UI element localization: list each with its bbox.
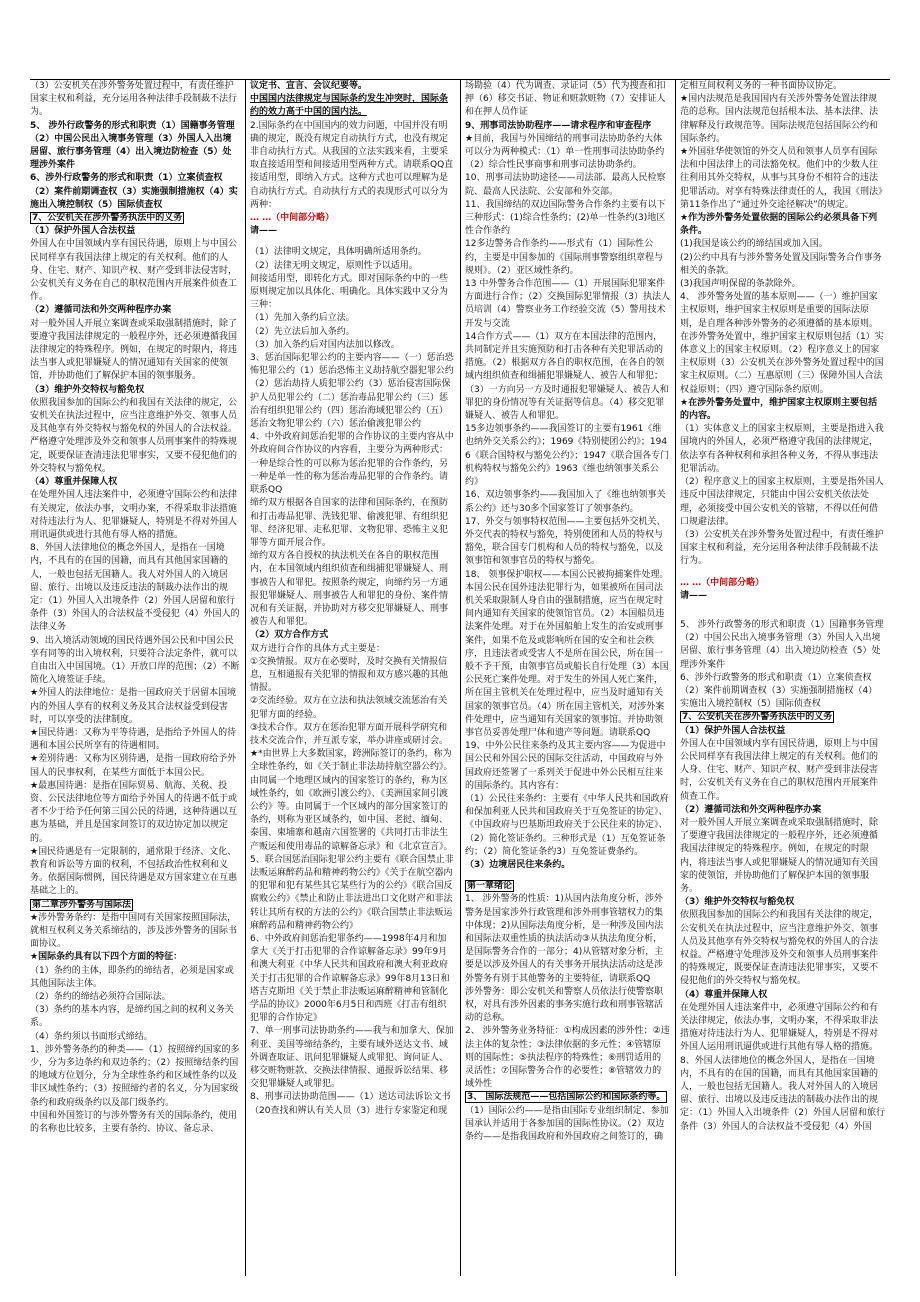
paragraph: 5、 涉外行政警务的形式和职责（1）国籍事务管理（2）中国公民出入境事务管理（3）外国人入出境居留、旅行事务管理（4）出入境边防检查（5）处理涉外案件 xyxy=(680,619,884,670)
paragraph: ★差别待遇：又称为区别待遇，是指一国政府给予外国人的民事权利，在某些方面低于本国公民。 xyxy=(30,754,237,778)
paragraph: （3）条约的基本内容，是缔约国之间的权利义务关系。 xyxy=(30,1005,234,1029)
paragraph-text: 5、 涉外行政警务的形式和职责（1）国籍事务管理（2）中国公民出入境事务管理（3）外国人入出境居留、旅行事务管理（4）出入境边防检查（5）处理涉外案件 xyxy=(30,120,235,171)
paragraph: ①交换情报。双方在必要时，及时交换有关情报信息，互相通报有关犯罪的情报和双方感兴趣的其他情报。 xyxy=(250,656,449,694)
paragraph-text: （2）双方合作方式 xyxy=(250,630,329,641)
paragraph: 双方进行合作的具体方式主要是： xyxy=(250,643,386,654)
paragraph: （2）程序意义上的国家主权原则，主要是指外国人违反中国法律规定，只能由中国公安机关依法处理，必须接受中国公安机关的管辖，不得以任何借口规避法律。 xyxy=(680,477,884,527)
paragraph-text: 7、公安机关在涉外警务执法中的义务 xyxy=(682,712,833,723)
paragraph: 17、外交与领事特权范围——主要包括外交机关、外交代表的特权与豁免，特别使团和人员的特权与豁免，联合国专门机构和人员的特权与豁免，以及领事馆和领事官员的特权与豁免。 xyxy=(465,516,666,567)
paragraph: ★国民待遇：又称为平等待遇，是指给予外国人的待遇和本国公民所享有的待遇相同。 xyxy=(30,727,237,752)
paragraph: 2.国际条约在中国国内的效力问题，中国并没有明确的规定，既没有规定自动执行方式，也没有规定非自动执行方式。从我国的立法实践来看，主要采取直接适用型和间接适用型两种方式。请联系QQ直接适用型，即纳入方式。这种方式也可以理解为是自动执行方式。自动执行方式的表现形式可以分为两种： xyxy=(250,120,454,210)
paragraph: （4）条约须以书面形式缔结。 xyxy=(30,1031,153,1042)
paragraph: ★涉外警务条约：是指中国同有关国家按照国际法，就相互权利义务关系缔结的，涉及涉外警务的国际书面协议。 xyxy=(30,912,238,950)
paragraph xyxy=(680,569,885,577)
paragraph: 11、我国缔结的双边国际警务合作条约主要有以下三种形式：(1)综合性条约；(2)单一性条约(3)地区性合作条约 xyxy=(465,199,666,237)
paragraph: （2）简化签证条约。三种形式是（1）互免签证条约；（2）简化签证条约3）互免签证费条约。 xyxy=(465,833,666,857)
paragraph xyxy=(30,225,240,238)
paragraph: 12多边警务合作条约——形式有（1）国际性公约，主要是中国参加的《国际刑事警察组织章程与规则》。（2）亚区域性条约。 xyxy=(465,239,664,276)
paragraph: 13 中外警务合作范围——（1）开展国际犯罪案件方面进行合作；（2）交换国际犯罪情报（3）执法人员培训（4）警察业务工作经验交流（5）警用技术开发与交流 xyxy=(465,279,670,329)
paragraph-text: 中国国内法律规定与国际条约发生冲突时，国际条约的效力高于中国的国内法。 xyxy=(250,94,449,118)
paragraph xyxy=(680,989,885,1002)
paragraph: （1）国际公约——是指由国际专业组织制定、参加国承认并适用于各参加国的国际性协议。（2）双边条约——是指我国政府和外国政府之间签订的，确 xyxy=(465,1105,669,1143)
paragraph xyxy=(680,725,885,738)
paragraph: ②交流经验。双方在立法和执法领域交流惩治有关犯罪方面的经验。 xyxy=(250,696,448,720)
paragraph: ★外国人的法律地位：是指一国政府关于居留本国境内的外国人享有的权利义务及其合法权益受到侵害时，可以享受的法律制度。 xyxy=(30,688,237,725)
paragraph: （1）法律明文规定，具体明确所适用条约。 xyxy=(250,247,427,258)
paragraph xyxy=(250,212,455,225)
paragraph: 3、惩治国际犯罪公约的主要内容——（一）惩治恐怖犯罪公约（1）惩治恐怖主义劫持航空器犯罪公约（2）惩治劫持人质犯罪公约（3）惩治侵害国际保护人员犯罪公约（二）惩治毒品犯罪公约（三）惩治有组织犯罪公约（四）惩治海域犯罪公约（五）惩治文物犯罪公约（六）惩治偷渡犯罪公约 xyxy=(250,353,454,430)
paragraph xyxy=(465,872,670,880)
paragraph: 缔约双方各自授权的执法机关在各自的职权范围内，在本国领域内组织侦查和缉捕犯罪嫌疑人、刑事被告人和罪犯。按照条约规定，向缔约另一方通报犯罪嫌疑人、刑事被告人和罪犯的身份、案件情况和有关证据，并协助对方移交犯罪嫌疑人、刑事被告人和罪犯。 xyxy=(250,551,449,628)
paragraph xyxy=(680,896,885,909)
paragraph: 7、单一刑事司法协助条约——我与和加拿大、保加利亚、美国等缔结条约，主要有域外送达文书、域外调查取证、讯问犯罪嫌疑人或罪犯、询问证人、移交赃物赃款、交换法律情报、通报诉讼结果、移交犯罪嫌疑人或罪犯。 xyxy=(250,1026,454,1090)
paragraph xyxy=(250,225,455,238)
paragraph xyxy=(30,172,240,212)
paragraph-text: （4）尊重并保障人权 xyxy=(30,477,118,488)
paragraph: 外国人在中国领域内享有国民待遇，原则上与中国公民同样享有我国法律上规定的有关权利。他们的人身、住宅、财产、知识产权、财产受到非法侵害时，公安机关有义务在自己的职权范围内开展案件侦查工作。 xyxy=(680,738,879,802)
paragraph: 8、外国人法律地位的概念外国人，是指在一国境内，不具有的在国的国籍，而具有其他国家国籍的人，一般也包括无国籍人。我人对外国人的入境居留、旅行、出境以及违反违法的制裁办法作出的规定：（1）外国人入出境条件（2）外国人居留和旅行条件（3）外国人的合法权益不受侵犯（4）外国人的法律义务 xyxy=(30,543,240,633)
paragraph: 14合作方式——（1）双方在本国法律的范围内，共同制定并且实施预防和打击各种有关犯罪活动的措施。（2）根据双方各自的职权范围，在各自的领域内组织侦查和缉捕犯罪嫌疑人、被告人和罪犯；（3）一方向另一方及时通报犯罪嫌疑人、被告人和罪犯的身份情况等有关证据等信息。（4）移交犯罪嫌疑人、被告人和罪犯。 xyxy=(465,331,669,422)
paragraph: 6、中外政府间惩治犯罪条约——1998年4月和加拿大《关于打击犯罪的合作谅解备忘录》99年9月和澳大利亚《中华人民共和国政府和澳大利亚政府关于打击犯罪的合作谅解备忘录》99年8月13日和塔吉克斯坦《关于禁止非法贩运麻醉精神和管制化学品的协议》2000年6月5日和西班《打击有组织犯罪的合作协定》 xyxy=(250,934,450,1024)
paragraph: ★最惠国待遇：是指在国际贸易、航海、关税、投资、公民法律地位等方面给予外国人的待遇不低于或者不少于给予任何第三国公民的待遇，这种待遇以互惠为基础，并且是国家间签订的双边协定加以规定的。 xyxy=(30,780,238,844)
paragraph: 15多边领事条约——我国签订的主要有1961《维也纳外交关系公约》；1969《特别使团公约》；1946《联合国特权与豁免公约》；1947《联合国各专门机构特权与豁免公约》1963《维也纳领事关系公约》 xyxy=(465,424,670,488)
paragraph: ★国内法规范是我国国内有关涉外警务处置法律规范的总称。国内法规范包括根本法、基本法律、法律解释及行政规范等。国际法规范包括国际公约和国际条约。 xyxy=(680,94,879,144)
paragraph: 10、刑事司法协助途径——司法部、最高人民检察院、最高人民法院、公安部和外交部。 xyxy=(465,173,666,197)
paragraph: ③技术合作。双方在惩治犯罪方面开展科学研究和技术交流合作，并互派专家，举办讲座或研讨会。 xyxy=(250,722,449,746)
paragraph-text: … …（中间部分略） xyxy=(680,577,765,588)
paragraph-text: （2）遵循司法和外交两种程序办案 xyxy=(680,804,822,815)
paragraph: ★目前，我国与外国缔结的刑事司法协助条约大体可以分为两种模式：（1）单一性刑事司法协助条约（2）综合性民事商事和刑事司法协助条约。 xyxy=(465,133,665,171)
paragraph: (3)我国声明保留的条款除外。 xyxy=(680,279,801,290)
paragraph xyxy=(465,1091,670,1104)
paragraph xyxy=(680,711,885,724)
paragraph-text: （3）维护外交特权与豁免权 xyxy=(680,897,795,908)
paragraph-text: （1）保护外国人合法权益 xyxy=(30,226,136,237)
paragraph xyxy=(680,212,885,238)
paragraph-text: 第二章涉外警务与国际法 xyxy=(32,899,132,910)
paragraph: 5、联合国惩治国际犯罪公约主要有《联合国禁止非法贩运麻醉药品和精神药物公约》《关于在航空器内的犯罪和犯有某些其它某些行为的公约》《联合国反腐败公约》《禁止和防止非法进出口文化财产和非法转让其所有权的方法的公约》《联合国禁止非法贩运麻醉药品和精神药物公约》 xyxy=(250,854,454,931)
paragraph xyxy=(30,304,240,317)
paragraph xyxy=(680,590,885,603)
paragraph-text: 第一章绪论 xyxy=(467,881,513,892)
paragraph: 16、双边领事条约——我国加入了《维也纳领事关系公约》还与30多个国家签订了领事条约。 xyxy=(465,490,666,514)
paragraph: （1）先加入条约后立法。 xyxy=(250,313,355,324)
paragraph: （2）条约的缔结必须符合国际法。 xyxy=(30,992,171,1003)
paragraph: 外国人在中国领域内享有国民待遇，原则上与中国公民同样享有我国法律上规定的有关权利。他们的人身、住宅、财产、知识产权、财产受到非法侵害时，公安机关有义务在自己的职权范围内开展案件侦查工作。 xyxy=(30,239,238,303)
paragraph: 6、涉外行政警务的形式和职责（1）立案侦查权（2）案件前期调查权（3）实施强制措施权（4）实施出入境控制权（5）国际侦查权 xyxy=(680,672,878,710)
paragraph xyxy=(465,859,670,872)
paragraph xyxy=(680,611,885,619)
paragraph xyxy=(680,577,885,590)
paragraph-text: ★国际条约具有以下四个方面的特征： xyxy=(30,952,183,963)
paragraph xyxy=(30,476,240,489)
paragraph: ★外国驻华使领馆的外交人员和领事人员享有国际法和中国法律上的司法豁免权。他们中的少数人往往利用其外交特权，从事与其身份不相符合的违法犯罪活动。对享有特殊法律责任的人，我国《刑法》第11条作出了“通过外交途径解决”的规定。 xyxy=(680,147,883,210)
paragraph: 对一般外国人开展立案调查或采取强制措施时，除了要遵守我国法律规定的一般程序外，还必须遵循我国法律规定的特殊程序。例如，在规定的时限内，将违法当事人或犯罪嫌疑人的情况通知有关国家的使领馆，并协助他们了解保护本国的领事服务。 xyxy=(30,318,238,382)
paragraph: （3）公安机关在涉外警务处置过程中，有责任维护国家主权和利益，充分运用各种法律手段制裁不法行为。 xyxy=(30,81,238,118)
paragraph: （1）实体意义上的国家主权原则，主要是指进入我国境内的外国人，必须严格遵守我国的法律规定，依法享有各种权利和承担各种义务，不得从事违法犯罪活动。 xyxy=(680,424,884,474)
paragraph: 在处理外国人违法案件中，必须遵守国际公约和法律有关规定，依法办事，文明办案，不得采取非法措施对待违法行为人、犯罪嫌疑人，特别是不得对外国人刑讯逼供或进行其他有辱人格的措施。 xyxy=(30,490,238,540)
paragraph xyxy=(680,804,885,817)
paragraph: 间接适用型，即转化方式。即对国际条约中的一些原则规定加以具体化、明确化。具体实践中又分为三种： xyxy=(250,273,449,311)
paragraph: （3）加入条约后对国内法加以修改。 xyxy=(250,339,400,350)
paragraph-text: 9、刑事司法协助程序——请求程序和审查程序 xyxy=(465,120,652,131)
paragraph-text: （3）维护外交特权与豁免权 xyxy=(30,384,145,395)
paragraph-text: （4）尊重并保障人权 xyxy=(680,989,768,1000)
paragraph-text: （3）边境居民往来条约。 xyxy=(465,859,571,870)
paragraph: （2）法律无明文规定，原则性予以适用。 xyxy=(250,260,418,271)
paragraph: （3）公安机关在涉外警务处置过程中，有责任维护国家主权和利益，充分运用各种法律手段制裁不法行为。 xyxy=(680,529,884,567)
paragraph-text: 请—— xyxy=(250,226,278,237)
paragraph xyxy=(30,384,240,397)
paragraph: 19、中外公民往来条约及其主要内容——为促进中国公民和外国公民的国际交往活动，中国政府与外国政府还签署了一系列关于促进中外公民相互往来的国际条约。其内容有： xyxy=(465,741,666,791)
paragraph: （2）先立法后加入条约。 xyxy=(250,326,355,337)
paragraph-text: 请—— xyxy=(680,590,708,601)
paragraph xyxy=(30,212,240,225)
paragraph: ★*由世界上大多数国家，跨洲际签订的条约，称为全球性条约，如《关于制止非法劫持航空器公约》。由同属一个地理区域内的国家签订的条约，称为区域性条约，如《欧洲引渡公约》、《美洲国家间引渡公约》等。由同属于一个区域内的部分国家签订的条约，则称为亚区域条约，如中国、老挝、缅甸、泰国、柬埔寨和越南六国签署的《共同打击非法生产贩运和使用毒品的谅解备忘录》和《北京宣言》。 xyxy=(250,749,453,852)
paragraph: 场勘验（4）代为调查、录证词（5）代为搜查和扣押（6）移交书证、物证和赃款赃物（7）安排证人和在押人员作证 xyxy=(465,81,666,118)
paragraph: ★国民待遇是有一定限制的，通常限于经济、文化、教育和诉讼等方面的权利，不包括政治性权利和义务。依据国际惯例，国民待遇是双方国家建立在互惠基础之上的。 xyxy=(30,846,238,897)
paragraph: 4、 涉外警务处置的基本原则——（一）维护国家主权原则，维护国家主权原则是重要的国际法原则，是自理各种涉外警务的必须遵循的基本原则。在涉外警务处置中，维护国家主权原则包括（1）实体意义上的国家主权原则。（2）程序意义上的国家主权原则（3）公安机关在涉外警务处置过程中的国家主权原则。（二）互惠原则（三）保障外国人合法权益原则；（四）遵守国际条约原则。 xyxy=(680,292,884,395)
paragraph: 18、 领事保护职权——本国公民被拘捕案件处理。本国公民在国外违法犯罪行为，如果被所在国司法机关采取限制人身自由的强制措施，应当在规定时间内通知有关国家的使领馆官员。（2）本国船员违法案件处理。对于在外国船舶上发生的治安或刑事案件，如果不危及或影响所在国的安全和社会秩序，且违法者或受害人不是所在国公民，所在国一般不予干预，由领事官员或船长自行处理（3）本国公民死亡案件处理。对于发生的外国人死亡案件，所在国主管机关在处理过程中，应当及时通知有关国家的领事官员。（4）所在国主管机关，对涉外案件处理中，应当通知有关国家的领事馆。并协助领事官员妥善处理尸体和遗产等问题。请联系QQ xyxy=(465,569,669,738)
paragraph: 在处理外国人违法案件中，必须遵守国际公约和有关法律规定，依法办事，文明办案，不得采取非法措施对待违法行为人、犯罪嫌疑人，特别是不得对外国人运用刑讯逼供或进行其他有辱人格的措施。 xyxy=(680,1002,879,1053)
text-column-3 xyxy=(460,80,675,1276)
text-column-4 xyxy=(675,80,890,1276)
paragraph: 涉外警务：即公安机关和警察人员依法行使警察职权，对具有涉外因素的事务实施行政和刑事管辖活动的总称。 xyxy=(465,986,664,1024)
paragraph: 对一般外国人开展立案调查或采取强制措施时，除了要遵守我国法律规定的一般程序外，还必须遵循我国法律规定的特殊程序。例如，在规定的时限内，将违法当事人或犯罪嫌疑人的情况通知有关国家的使领馆，并协助他们了解保护本国的领事服务。 xyxy=(680,817,879,894)
paragraph-text: 7、公安机关在涉外警务执法中的义务 xyxy=(32,213,183,224)
paragraph xyxy=(30,899,240,912)
paragraph: 1、涉外警务条约的种类——（1）按照缔约国家的多少，分为多边条约和双边条约；（2）按照缔结条约国的地域方位划分，分为全球性条约和区域性条约以及非区域性条约；（3）按照缔约者的名义，分为国家级条约和政府级条约以及部门级条约。 xyxy=(30,1044,240,1108)
paragraph-text: （1）保护外国人合法权益 xyxy=(680,725,786,736)
paragraph: 9、出入境活动领域的国民待遇外国公民和中国公民享有同等的出入境权利，只要符合法定条件，就可以自由出入中国国境。（1）开放口岸的范围；（2）不断简化入境签证手续。 xyxy=(30,635,240,686)
paragraph xyxy=(680,603,885,611)
paragraph: 依照我国参加的国际公约和我国有关法律的规定，公安机关在执法过程中，应当注意维护外交、领事人员及其他享有外交特权与豁免权的外国人的合法权益。严格遵守处理涉及外交和领事人员刑事案件的特殊规定，既要保证查清违法犯罪事实，又要不侵犯他们的外交特权与豁免权。 xyxy=(680,910,879,987)
text-column-2 xyxy=(245,80,460,1276)
paragraph-text: ★在涉外警务处置中，维护国家主权原则主要包括的内容。 xyxy=(680,397,878,422)
document-page xyxy=(30,80,890,1276)
paragraph: （1）公民往来条约：主要有《中华人民共和国政府和保加利亚人民共和国政府关于互免签证的协定》、《中国政府与巴基斯坦政府关于公民往来的协定》、 xyxy=(465,793,669,831)
paragraph: 中国和外国签订的与涉外警务有关的国际条约，使用的名称也比较多，主要有条约、协议、备忘录、 xyxy=(30,1110,238,1135)
paragraph: 1、 涉外警务的性质：1)从国内法角度分析，涉外警务是国家涉外行政管理和涉外刑事管辖权力的集中体现；2)从国际法角度分析，是一种涉及国内法和国际法双重性质的执法活动③从执法角度分析，是国际警务合作的一部分；4)从管辖对象分析，主要是以涉及外国人的有关事务开展执法活动这是涉外警务有别于其他警务的主要特征，请联系QQ xyxy=(465,894,664,984)
paragraph: 2、 涉外警务业务特征：①构成因素的涉外性；②违法主体的复杂性；③法律依据的多元性；④管辖原则的国际性；⑤执法程序的特殊性；⑥刑罚适用的灵活性；⑦国际警务合作的必要性；⑧管辖效力的域外性 xyxy=(465,1026,670,1090)
paragraph xyxy=(250,80,455,93)
paragraph-text: ★作为涉外警务处置依据的国际公约必须具备下列条件。 xyxy=(680,213,878,237)
paragraph: (1)我国是该公约的缔结国或加入国。 xyxy=(680,239,828,250)
paragraph-text: 6、涉外行政警务的形式和职责（1）立案侦查权（2）案件前期调查权（3）实施强制措施权（4）实施出入境控制权（5）国际侦查权 xyxy=(30,173,238,210)
paragraph: 8、外国人法律地位的概念外国人，是指在一国境内，不具有的在国的国籍，而具有其他国家国籍的人，一般也包括无国籍人。我人对外国人的入境居留、旅行、出境以及违反违法的制裁办法作出的规定：（1）外国人入出境条件（2）外国人居留和旅行条件（3）外国人的合法权益不受侵犯（4）外国 xyxy=(680,1055,885,1132)
paragraph-text: （2）遵循司法和外交两种程序办案 xyxy=(30,305,172,316)
paragraph: 4、中外政府间惩治犯罪的合作协议的主要内容从中外政府间合作协议的内容看，主要分为两种形式：一种是综合性的可以称为惩治犯罪的合作条约，另一种是单一性的称为惩治毒品犯罪的合作条约。请联系QQ xyxy=(250,432,454,496)
paragraph-text: … …（中间部分略） xyxy=(250,213,335,224)
paragraph xyxy=(680,397,885,423)
paragraph: (2)公约中具有与涉外警务处置及国际警务合作事务相关的条款。 xyxy=(680,252,882,276)
paragraph: （1）条约的主体，即条约的缔结者，必须是国家或其他国际法主体。 xyxy=(30,965,234,989)
paragraph: 依照我国参加的国际公约和我国有关法律的规定，公安机关在执法过程中，应当注意维护外交、领事人员及其他享有外交特权与豁免权的外国人的合法权益。严格遵守处理涉及外交和领事人员刑事案件的特殊规定，既要保证查清违法犯罪事实，又要不侵犯他们的外交特权与豁免权。 xyxy=(30,397,238,474)
paragraph xyxy=(465,120,670,133)
paragraph: 定相互间权利义务的一种书面协议协定。 xyxy=(680,81,843,91)
paragraph xyxy=(465,880,670,893)
paragraph xyxy=(250,238,455,246)
paragraph xyxy=(250,93,455,119)
paragraph xyxy=(30,120,240,173)
paragraph-text: 3、 国际法规范——包括国际公约和国际条约等。 xyxy=(467,1092,666,1103)
paragraph: 8、刑事司法协助范围——（1）送达司法诉讼文书（20查找和辨认有关人员（3）进行专家鉴定和现 xyxy=(250,1092,451,1116)
paragraph xyxy=(30,951,240,964)
paragraph xyxy=(250,629,455,642)
text-column-1 xyxy=(30,80,245,1276)
paragraph: 缔约双方根据各自国家的法律和国际条约，在预防和打击毒品犯罪、洗钱犯罪、偷渡犯罪、有组织犯罪、经济犯罪、走私犯罪、文物犯罪、恐怖主义犯罪等方面开展合作。 xyxy=(250,498,449,548)
paragraph-text: 议定书、宣言、会议纪要等。 xyxy=(250,81,368,91)
